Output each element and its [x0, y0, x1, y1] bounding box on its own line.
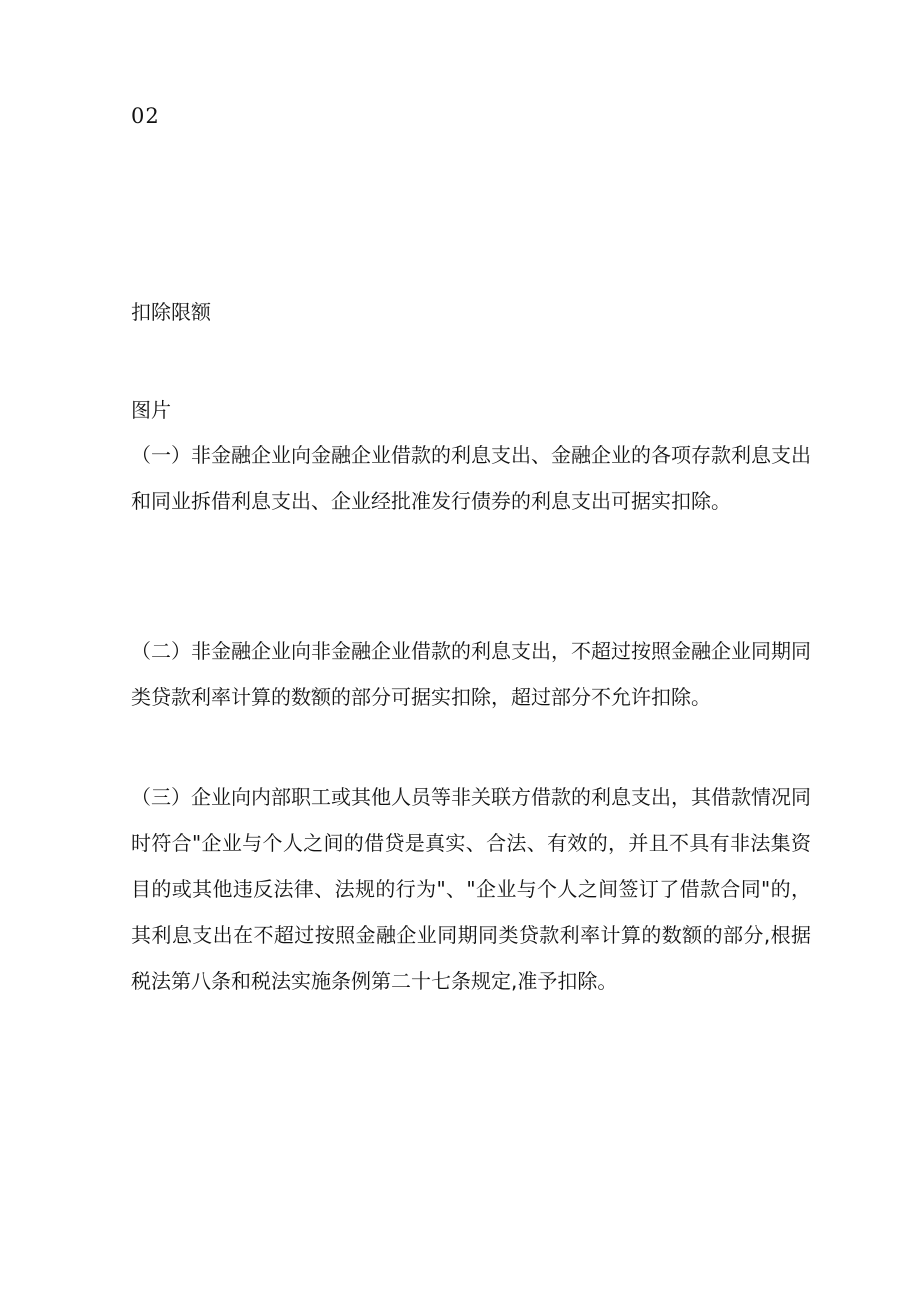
paragraph-1: （一）非金融企业向金融企业借款的利息支出、金融企业的各项存款利息支出和同业拆借利息支出、企业经批准发行债券的利息支出可据实扣除。 [131, 443, 811, 513]
section-heading: 扣除限额 [131, 300, 211, 324]
image-placeholder-label: 图片 [131, 398, 171, 422]
paragraph-3: （三）企业向内部职工或其他人员等非关联方借款的利息支出，其借款情况同时符合"企业与个人之间的借贷是真实、合法、有效的，并且不具有非法集资目的或其他违反法律、法规的行为"、"企业与个人之间签订了借款合同"的，其利息支出在不超过按照金融企业同期同类贷款利率计算的数额的部分,根据税法第八条和税法实施条例第二十七条规定,准予扣除。 [131, 785, 811, 993]
section-number: 02 [131, 104, 160, 128]
paragraph-2: （二）非金融企业向非金融企业借款的利息支出，不超过按照金融企业同期同类贷款利率计算的数额的部分可据实扣除，超过部分不允许扣除。 [131, 639, 811, 709]
